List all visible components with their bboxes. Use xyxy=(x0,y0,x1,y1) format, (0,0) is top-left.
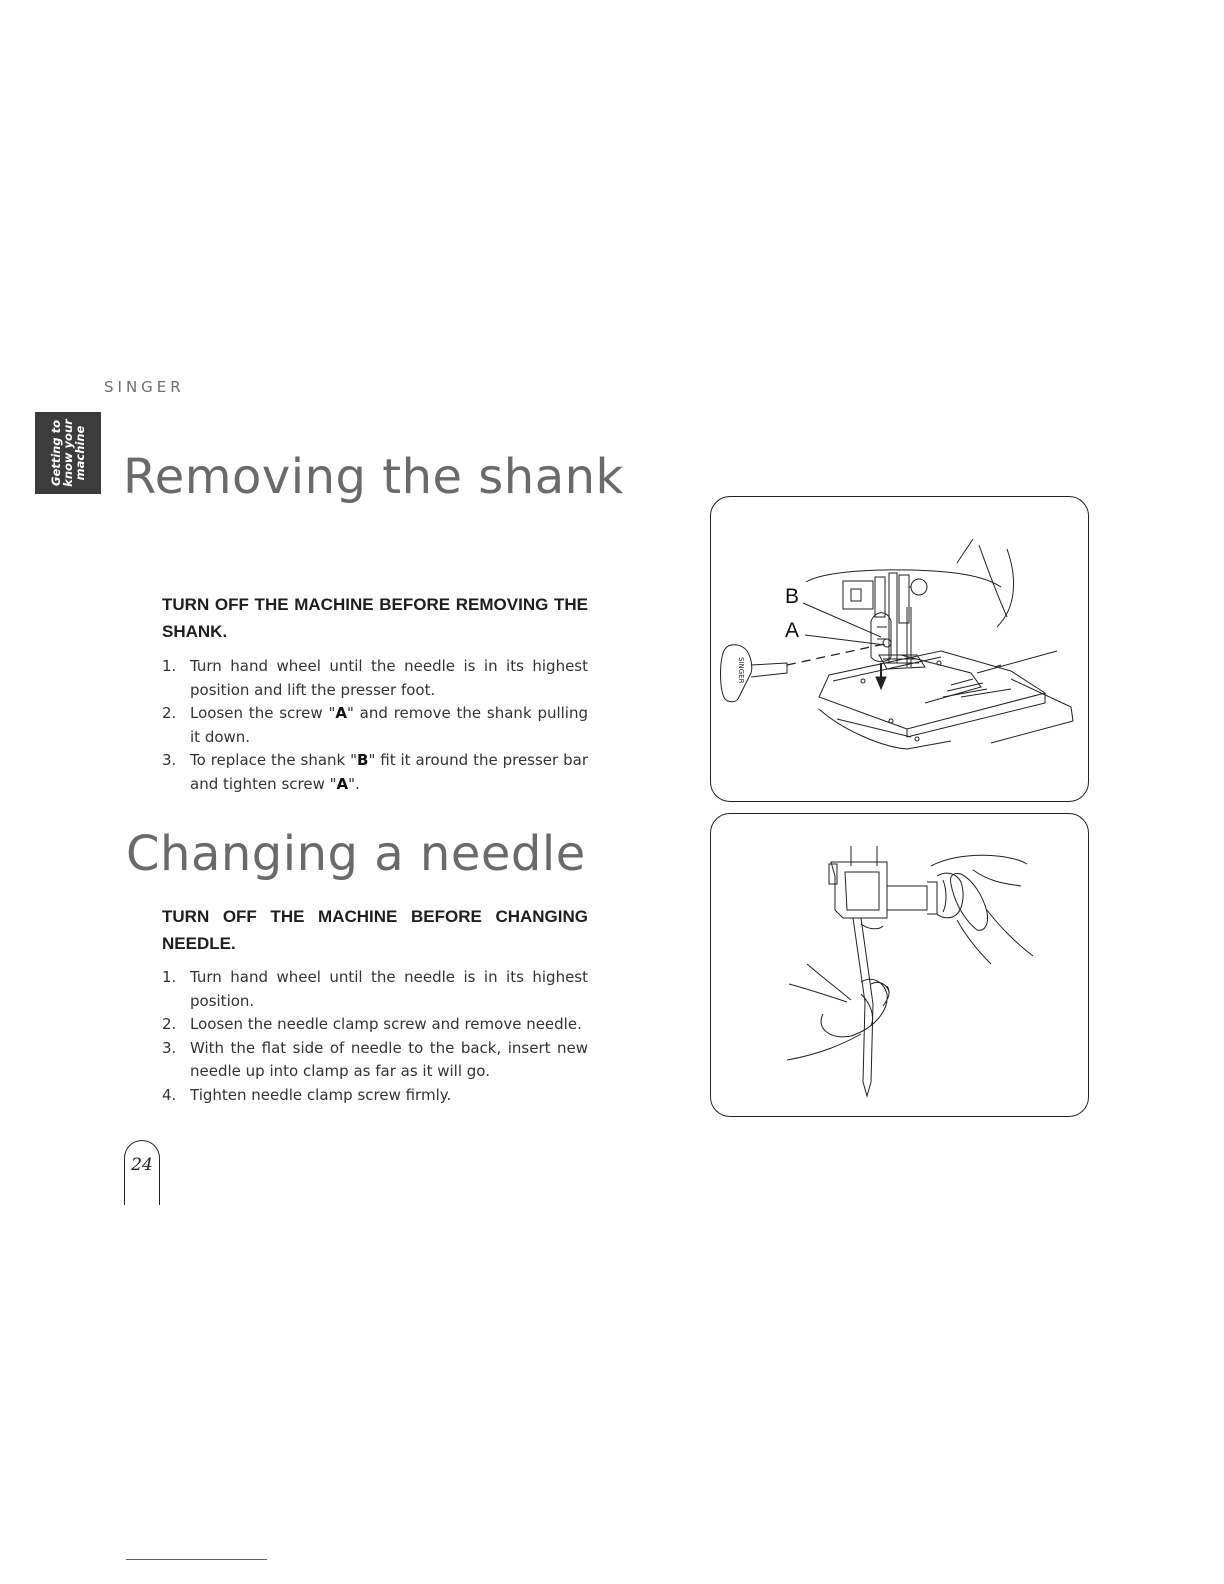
warning-text: TURN OFF THE MACHINE BEFORE REMOVING THE SHANK. xyxy=(162,595,588,641)
step-number: 3. xyxy=(162,1038,177,1057)
step-text: Loosen the screw "A" and remove the shank pulling it down. xyxy=(190,704,588,746)
list-item xyxy=(162,655,588,702)
step-text: To replace the shank "B" fit it around the presser bar and tighten screw "A". xyxy=(190,751,588,793)
section-title-changing-needle: Changing a needle xyxy=(126,826,586,882)
callout-label-a: A xyxy=(785,619,800,642)
section-tab-line: machine xyxy=(73,425,87,481)
page-number: 24 xyxy=(131,1155,153,1175)
step-text: Tighten needle clamp screw firmly. xyxy=(190,1085,452,1104)
section-tab xyxy=(35,412,101,494)
instruction-list xyxy=(162,966,588,1107)
list-item xyxy=(162,1037,588,1084)
section-tab-line: Getting to xyxy=(49,420,63,486)
callout-label-b: B xyxy=(785,585,800,608)
shank-illustration xyxy=(710,496,1089,802)
presser-foot-drawing xyxy=(711,497,1088,801)
step-text: Loosen the needle clamp screw and remove needle. xyxy=(190,1015,582,1033)
screwdriver-label: SINGER xyxy=(737,657,745,684)
list-item xyxy=(162,1084,588,1108)
list-item xyxy=(162,702,588,749)
step-text: Turn hand wheel until the needle is in its highest position and lift the presser foot. xyxy=(190,657,588,699)
step-number: 4. xyxy=(162,1085,177,1104)
section-title-removing-shank: Removing the shank xyxy=(123,449,624,505)
warning-text: TURN OFF THE MACHINE BEFORE CHANGING NEEDLE. xyxy=(162,907,588,953)
step-number: 3. xyxy=(162,751,177,769)
needle-illustration xyxy=(710,813,1089,1117)
step-number: 2. xyxy=(162,704,177,722)
list-item xyxy=(162,966,588,1013)
page-number-tab xyxy=(124,1140,160,1205)
list-item xyxy=(162,1013,588,1037)
step-number: 1. xyxy=(162,968,177,986)
list-item xyxy=(162,749,588,796)
instruction-list xyxy=(162,655,588,796)
section-tab-line: know your xyxy=(61,419,75,487)
step-text: Turn hand wheel until the needle is in its highest position. xyxy=(190,968,588,1010)
step-number: 1. xyxy=(162,657,177,675)
footer-rule xyxy=(126,1559,267,1560)
step-number: 2. xyxy=(162,1015,177,1033)
brand-logo: SINGER xyxy=(104,378,185,396)
step-text: With the flat side of needle to the back, insert new needle up into clamp as far as it will go. xyxy=(190,1038,588,1080)
needle-clamp-drawing xyxy=(711,814,1088,1116)
